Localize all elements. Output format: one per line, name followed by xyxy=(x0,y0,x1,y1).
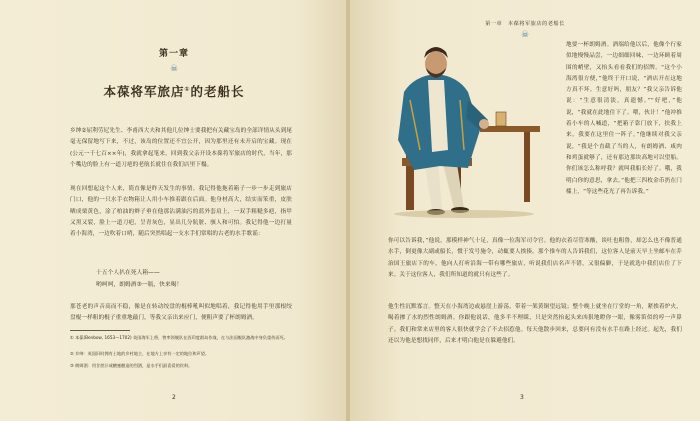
left-page xyxy=(0,0,348,421)
paragraph-3: 那苍老的声音高而不稳，像是在转动绞盘的棍棒吼叫似地唱着，我记得他用手里那根绞盘棍一样粗的棍子重重地敲门，等我父亲出来应门，便粗声要了杯朗姆酒。 xyxy=(70,304,292,322)
paragraph-1: 乡绅②屈利劳尼先生、李甫西大夫和其他几位绅士要我把有关藏宝岛的全部详情从头到尾毫无保留地写下来，不过，该岛的位置还不宜公开，因为那里还有未开启的宝藏。现在(公元一千七百××年)，我就拿起笔来，回到我父亲开设本葆将军旅店的时代，当年，那个嘴边的脸上有一道刀疤的老航长就住在我们店里下榻。 xyxy=(70,128,292,168)
text-beside-illustration: 地要一杯朗姆酒。酒端给他以后，他像个行家似地慢慢品尝，一边细细回味，一边环顾着周围的峭壁，又抬头看看我们的招牌。“这个小海湾很方便，”他终于开口说，“酒店开在这地方真不坏。生意好吗，朋友？”我父亲告诉他说：“生意很清淡，真遗憾。”“好吧，”他说，“我就在此地住下了。喂，伙计！”他冲推着小车的人喊道，“把箱子靠门放下，扶我上来。我要在这里住一阵子。”他继续对我父亲说，“我是个直截了当的人，有朗姆酒、咸肉和鸡蛋就够了，还有那边那块高地可以望船。你们该怎么称呼我？就叫我船长好了。哦，我明白你的意思，拿去。”他把三四枚金币扔在门槛上，“等这些花光了再告诉我。” xyxy=(566,42,682,195)
page-number-left: 2 xyxy=(172,394,176,401)
chapter-title-footnote-mark: ① xyxy=(184,85,191,93)
footnote-3: ③ 朗姆酒：用甘蔗汁或糖蜜酿造的烈酒，是水手们最喜爱的饮料。 xyxy=(70,363,193,368)
skull-crossbones-icon: ☠ xyxy=(520,30,530,40)
paragraph-2: 现在回想起这个人来，简直像是昨天发生的事情。我记得他拖着箱子一步一步走到旅店门口，他的一只水手衣物箱让人用小车推着跟在后面。他身材高大，结实而笨重，皮肤晒成栗黄色，涂了柏油的辫子垂在他那沾满油污的蓝外套肩上，一双手粗糙多疤，指甲又黑又裂，脸上一道刀疤，呈青灰色，显出几分肮脏、骇人和可怕。我记得他一边打量着小海湾，一边吹着口哨，随后突然唱起一支水手们常唱的古老的水手歌谣： xyxy=(70,186,292,238)
chapter-label: 第一章 xyxy=(158,49,189,59)
footnote-2: ② 乡绅：英国旧时拥有土地的乡村地主，在地方上享有一定的地位和声望。 xyxy=(70,351,210,356)
song-line-1: 十五个人扒在死人箱—— xyxy=(96,270,160,276)
chapter-title xyxy=(0,82,348,100)
old-captain-illustration xyxy=(384,40,564,220)
page-number-right: 3 xyxy=(520,394,524,401)
skull-crossbones-icon: ☠ xyxy=(169,64,179,74)
running-head: 第一章 本葆将军旅店的老船长 xyxy=(485,21,565,27)
chapter-title-tail: 的老船长 xyxy=(190,84,245,99)
chapter-title-main: 本葆将军旅店 xyxy=(103,84,185,99)
paragraph-full-2: 他生性沉默寡言。整天在小海湾边或悬崖上游荡，带着一架黄铜望远镜；整个晚上就坐在厅堂的一角，紧挨着炉火，喝着掺了水的烈性朗姆酒。你跟他说话，他多半不理睬，只是突然抬起头来凶狠地瞪你一眼，像雾笛似的哼一声鼻子。我们和常来店里的客人很快就学会了不去招惹他。每天他散步回来，总要问有没有水手在路上经过。起先，我们还以为他是想找同伴，后来才明白他是在躲避他们。 xyxy=(388,304,682,344)
footnote-divider xyxy=(70,330,130,331)
song-line-2: 哟呵呵，朗姆酒③一瓶，快来喝！ xyxy=(96,282,183,288)
footnote-1: ① 本葆(Benbow, 1653—1702) 英国海军上将，曾率领舰队在西印度群岛作战，在与法国舰队激战中身负重伤而死。 xyxy=(70,335,288,340)
paragraph-full-1: 你可以告诉我，”他说，那模样神气十足，真像一位海军司令官。他的衣着尽管寒酸，谈吐也粗鲁，却怎么也不像普通水手，倒更像大副或船长，惯于发号施令，动辄要人挨揍。那个推车的人告诉我们，这位客人是前天早上坐邮车在乔治国王旅店下的车，他向人打听沿海一带有哪些旅店，听说我们店名声不错，又很偏僻，于是就选中我们店住了下来。关于这位客人，我们所知道的就只有这些了。 xyxy=(388,238,682,278)
right-page xyxy=(350,0,700,421)
